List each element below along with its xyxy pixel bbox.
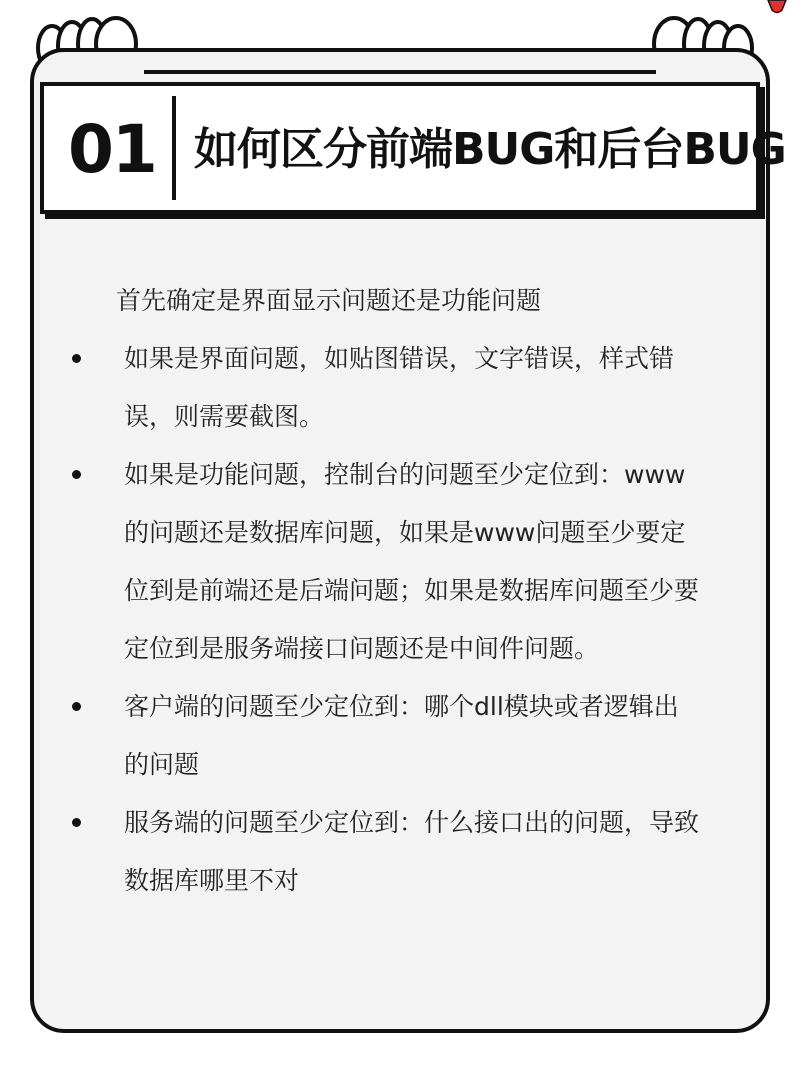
bullet-dot-icon [72,354,81,363]
bullet-text: 服务端的问题至少定位到：什么接口出的问题，导致数据库哪里不对 [124,808,700,895]
title-box [40,82,786,214]
list-item [70,794,700,910]
list-item [70,678,700,794]
bullet-list [70,330,700,910]
bullet-text: 如果是功能问题，控制台的问题至少定位到：www的问题还是数据库问题，如果是www问题至少要定位到是前端还是后端问题；如果是数据库问题至少要定位到是服务端接口问题还是中间件问题。 [124,460,700,663]
page-title: 如何区分前端BUG和后台BUG [194,124,786,175]
title-number: 01 [68,111,156,188]
bullet-dot-icon [72,818,81,827]
bullet-text: 客户端的问题至少定位到：哪个dll模块或者逻辑出的问题 [124,692,679,779]
bullet-dot-icon [72,470,81,479]
bullet-text: 如果是界面问题，如贴图错误，文字错误，样式错误，则需要截图。 [124,344,675,431]
content [70,272,700,910]
list-item [70,446,700,678]
bullet-dot-icon [72,702,81,711]
heart-icon [766,0,788,14]
intro-text: 首先确定是界面显示问题还是功能问题 [116,286,542,315]
list-item [70,330,700,446]
title-divider [172,96,176,200]
card-top-line [144,70,656,74]
